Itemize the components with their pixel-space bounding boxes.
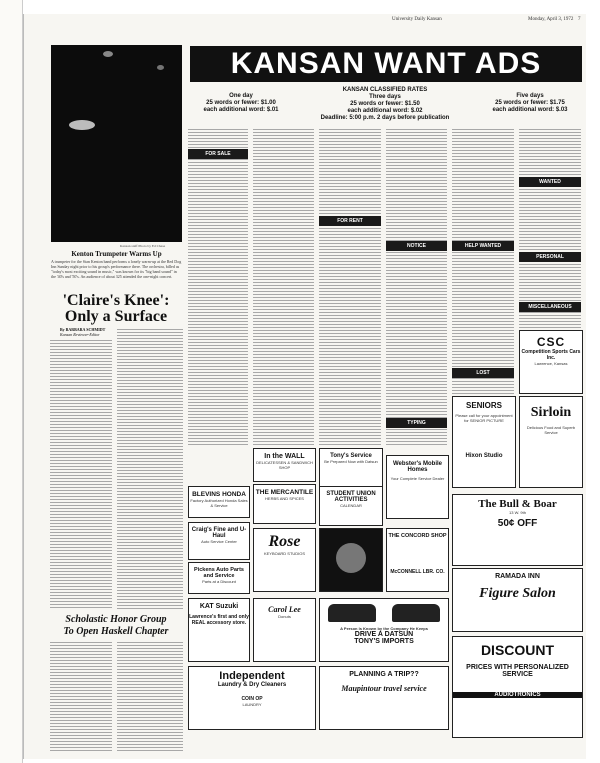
- ceiling-light: [103, 51, 113, 57]
- rate-three-days-line2: each additional word: $.02: [347, 108, 423, 114]
- miscellaneous-header: MISCELLANEOUS: [519, 302, 581, 312]
- rate-one-day-line2: each additional word: $.01: [203, 107, 279, 113]
- pickens-auto-ad: [188, 562, 250, 594]
- classified-column-1: [188, 128, 248, 446]
- figure-salon: Figure Salon: [479, 586, 556, 601]
- mercantile-sub: HERBS AND SPICES: [265, 496, 304, 501]
- sirloin-name: Sirloin: [530, 405, 572, 420]
- independent-name: Independent: [219, 670, 285, 682]
- photo-caption: A trumpeter for the Stan Kenton band performs a lonely warm-up at the Red Dog Inn Sunday night prior to his group's performance there. The orchestra, billed as "today's most exciting sound in music," was known for its "big band sound" in the '40's and '50's. An audience of about 325 attended the one-night concert.: [51, 259, 182, 279]
- blevins-name: BLEVINS HONDA: [192, 491, 246, 498]
- coin-op-name: COIN OP: [241, 696, 263, 702]
- article-byline-title: Kansan Reviewer-Editor: [60, 332, 100, 337]
- rose-sub: KEYBOARD STUDIOS: [263, 551, 306, 556]
- for-rent-header: FOR RENT: [319, 216, 381, 226]
- classified-column-2: [253, 128, 314, 446]
- claires-knee-title-2: Only a Surface: [64, 308, 168, 325]
- concord-name: THE CONCORD SHOP: [388, 533, 447, 539]
- mercantile-name: THE MERCANTILE: [255, 489, 314, 496]
- wall-deli-ad: [253, 448, 316, 482]
- rate-one-day: [196, 93, 286, 114]
- scholastic-title-2: To Open Haskell Chapter: [63, 626, 169, 637]
- rates-heading: KANSAN CLASSIFIED RATES: [342, 87, 428, 93]
- coin-op-sub: LAUNDRY: [242, 702, 262, 707]
- carol-lee-name: Carol Lee: [268, 605, 301, 614]
- car-graphic-2: [392, 604, 440, 622]
- pickens-name: Pickens Auto Parts and Service: [194, 567, 244, 579]
- kat-suzuki-ad: [188, 598, 250, 662]
- sirloin-sub: Delicious Food and Superb Service: [526, 425, 576, 435]
- wanted-header: WANTED: [519, 177, 581, 187]
- datsun-name: DRIVE A DATSUN: [354, 631, 414, 638]
- datsun-cars: [320, 604, 448, 622]
- seniors-ad: [452, 396, 516, 488]
- discount-heading: DISCOUNT: [480, 642, 555, 658]
- student-union-name: STUDENT UNION ACTIVITIES: [326, 491, 376, 503]
- competition-name: Competition Sports Cars Inc.: [521, 349, 581, 361]
- seniors-name: SENIORS: [465, 401, 502, 410]
- webster-name: Webster's Mobile Homes: [393, 461, 442, 473]
- notice-header: NOTICE: [386, 241, 447, 251]
- ramada-name: RAMADA INN: [495, 573, 540, 580]
- scholastic-title-1: Scholastic Honor Group: [65, 614, 167, 625]
- datsun-ad: [319, 598, 449, 662]
- carol-lee-sub: Donuts: [278, 614, 291, 619]
- rate-one-day-label: One day: [229, 93, 253, 99]
- kat-name: KAT Suzuki: [199, 603, 239, 610]
- rate-five-days-line1: 25 words or fewer: $1.75: [495, 100, 565, 106]
- trumpeter-photo: [51, 45, 182, 242]
- audiotronics-name: AUDIOTRONICS: [453, 692, 582, 698]
- rose-name: Rose: [268, 533, 301, 550]
- tonys-service-name: Tony's Service: [330, 453, 372, 459]
- audiotronics-discount-ad: [452, 636, 583, 738]
- blevins-sub: Factory Authorized Honda Sales & Service: [190, 498, 248, 508]
- independent-sub: Laundry & Dry Cleaners: [217, 682, 287, 688]
- craigs-fine-ad: [188, 522, 250, 560]
- stage-light: [157, 65, 164, 70]
- page-date: Monday, April 3, 1972: [528, 17, 574, 22]
- bull-boar-sub: 13 W. 9th: [509, 510, 526, 515]
- classified-column-6: [519, 128, 581, 328]
- mercantile-ad: [253, 484, 316, 524]
- lost-header: LOST: [452, 368, 514, 378]
- sirloin-ad: [519, 396, 583, 488]
- photo-credit: Kansan staff Photo by Ed Chase: [120, 244, 166, 248]
- hixon-studio: Hixon Studio: [465, 453, 503, 459]
- car-graphic-1: [328, 604, 376, 622]
- concord-sub: McCONNELL LBR. CO.: [390, 569, 445, 575]
- rose-keyboard-ad: [253, 528, 316, 592]
- want-ads-banner: KANSAN WANT ADS: [190, 46, 582, 82]
- rate-heading-block: [300, 87, 470, 122]
- classified-column-4: [386, 128, 447, 446]
- typing-header: TYPING: [386, 418, 447, 428]
- trumpet-highlight: [69, 120, 95, 130]
- wall-deli-sub: DELICATESSEN & SANDWICH SHOP: [256, 460, 313, 470]
- carol-lee-donuts-ad: [253, 598, 316, 662]
- rate-one-day-line1: 25 words or fewer: $1.00: [206, 100, 276, 106]
- bull-boar-name: The Bull & Boar: [478, 498, 557, 510]
- competition-sub: Lawrence, Kansas: [534, 361, 568, 366]
- for-sale-header: FOR SALE: [188, 149, 248, 159]
- seniors-sub: Please call for your appointment for SENIOR PICTURE: [455, 413, 513, 423]
- scholastic-column-2: [117, 641, 183, 751]
- student-union-sub: CALENDAR: [340, 503, 362, 508]
- personal-header: PERSONAL: [519, 252, 581, 262]
- rate-three-days-line1: 25 words or fewer: $1.50: [350, 101, 420, 107]
- help-wanted-header: HELP WANTED: [452, 241, 514, 251]
- bull-boar-offer: 50¢ OFF: [497, 518, 538, 529]
- wall-deli-name: In the WALL: [264, 453, 305, 460]
- csc-logo: CSC: [536, 335, 566, 349]
- paper-name: University Daily Kansan: [392, 17, 442, 22]
- tonys-service-sub: Be Prepared Now with Datsun: [324, 459, 378, 464]
- emblem-graphic: [336, 543, 366, 573]
- craigs-name: Craig's Fine and U-Haul: [191, 527, 247, 539]
- concord-shop-ad: [386, 528, 449, 592]
- claires-knee-title-1: 'Claire's Knee':: [62, 292, 170, 309]
- maupintour-heading: PLANNING A TRIP??: [349, 671, 419, 678]
- scholastic-column-1: [50, 641, 112, 751]
- rate-five-days-line2: each additional word: $.03: [492, 107, 568, 113]
- blevins-honda-ad: [188, 486, 250, 518]
- article-byline: By BARBARA SCHMIDT: [60, 327, 106, 332]
- kat-sub: Lawrence's first and only REAL accessory store.: [189, 614, 249, 626]
- student-union-ad: [319, 486, 383, 526]
- bull-and-boar-ad: [452, 494, 583, 566]
- photo-caption-title: Kenton Trumpeter Warms Up: [71, 250, 162, 258]
- competition-sports-cars-ad: [519, 330, 583, 394]
- rate-five-days: [482, 93, 578, 114]
- page-number: 7: [578, 17, 581, 22]
- independent-laundry-ad: [188, 666, 316, 730]
- webster-sub: Your Complete Service Dealer: [390, 476, 445, 481]
- person-ad-text: A Person Is Known by the Company He Keeps: [340, 626, 428, 631]
- maupintour-name: Maupintour travel service: [341, 684, 427, 693]
- article-column-2: [117, 328, 183, 610]
- maupintour-ad: [319, 666, 449, 730]
- ramada-figure-salon-ad: [452, 568, 583, 632]
- rate-deadline: Deadline: 5:00 p.m. 2 days before publication: [320, 115, 450, 121]
- emblem-ad: [319, 528, 383, 592]
- classified-column-3: [319, 128, 381, 446]
- article-column-1: [50, 339, 112, 609]
- adjacent-page-edge: [0, 0, 23, 763]
- datsun-sub: TONY'S IMPORTS: [354, 638, 414, 645]
- webster-mobile-homes-ad: [386, 455, 449, 519]
- craigs-sub: Auto Service Center: [201, 539, 237, 544]
- rate-three-days-label: Three days: [369, 94, 401, 100]
- pickens-sub: Parts at a Discount: [202, 579, 236, 584]
- rate-five-days-label: Five days: [516, 93, 544, 99]
- discount-sub: PRICES WITH PERSONALIZED SERVICE: [466, 664, 569, 678]
